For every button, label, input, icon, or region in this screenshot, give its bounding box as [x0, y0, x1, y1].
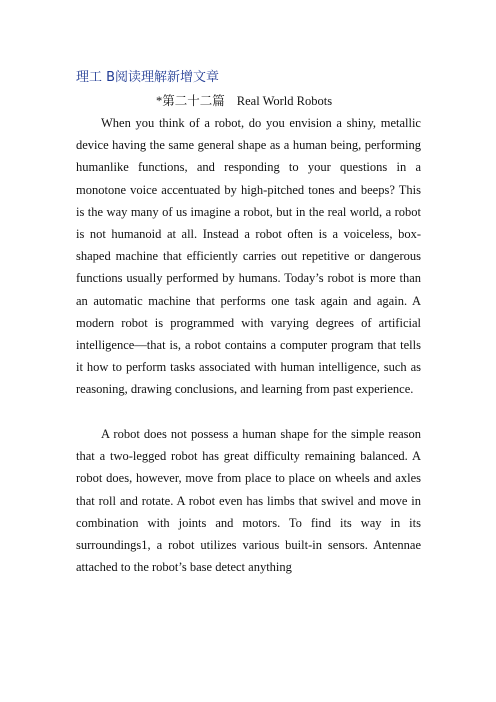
- paragraph-1: When you think of a robot, do you envision a shiny, metallic device having the same general shape as a human being, performing humanlike functions, and responding to your questions in a monotone voice accentuated by high-pitched tones and beeps? This is the way many of us imagine a robot, but in the real world, a robot is not humanoid at all. Instead a robot often is a voiceless, box-shaped machine that efficiently carries out repetitive or dangerous functions usually performed by humans. Today’s robot is more than an automatic machine that performs one task again and again. A modern robot is programmed with varying degrees of artificial intelligence—that is, a robot contains a computer program that tells it how to perform tasks associated with human intelligence, such as reasoning, drawing conclusions, and learning from past experience.: [76, 116, 421, 397]
- paragraph-2: A robot does not possess a human shape for the simple reason that a two-legged robot has great difficulty remaining balanced. A robot does, however, move from place to place on wheels and axles that roll and rotate. A robot even has limbs that swivel and move in combination with joints and motors. To find its way in its surroundings1, a robot utilizes various built-in sensors. Antennae attached to the robot’s base detect anything: [76, 427, 421, 575]
- article-title: [156, 91, 332, 109]
- article-title-text: Real World Robots: [236, 94, 333, 108]
- document-heading: 理工 B阅读理解新增文章: [76, 70, 220, 85]
- article-number: *第二十二篇: [156, 94, 225, 108]
